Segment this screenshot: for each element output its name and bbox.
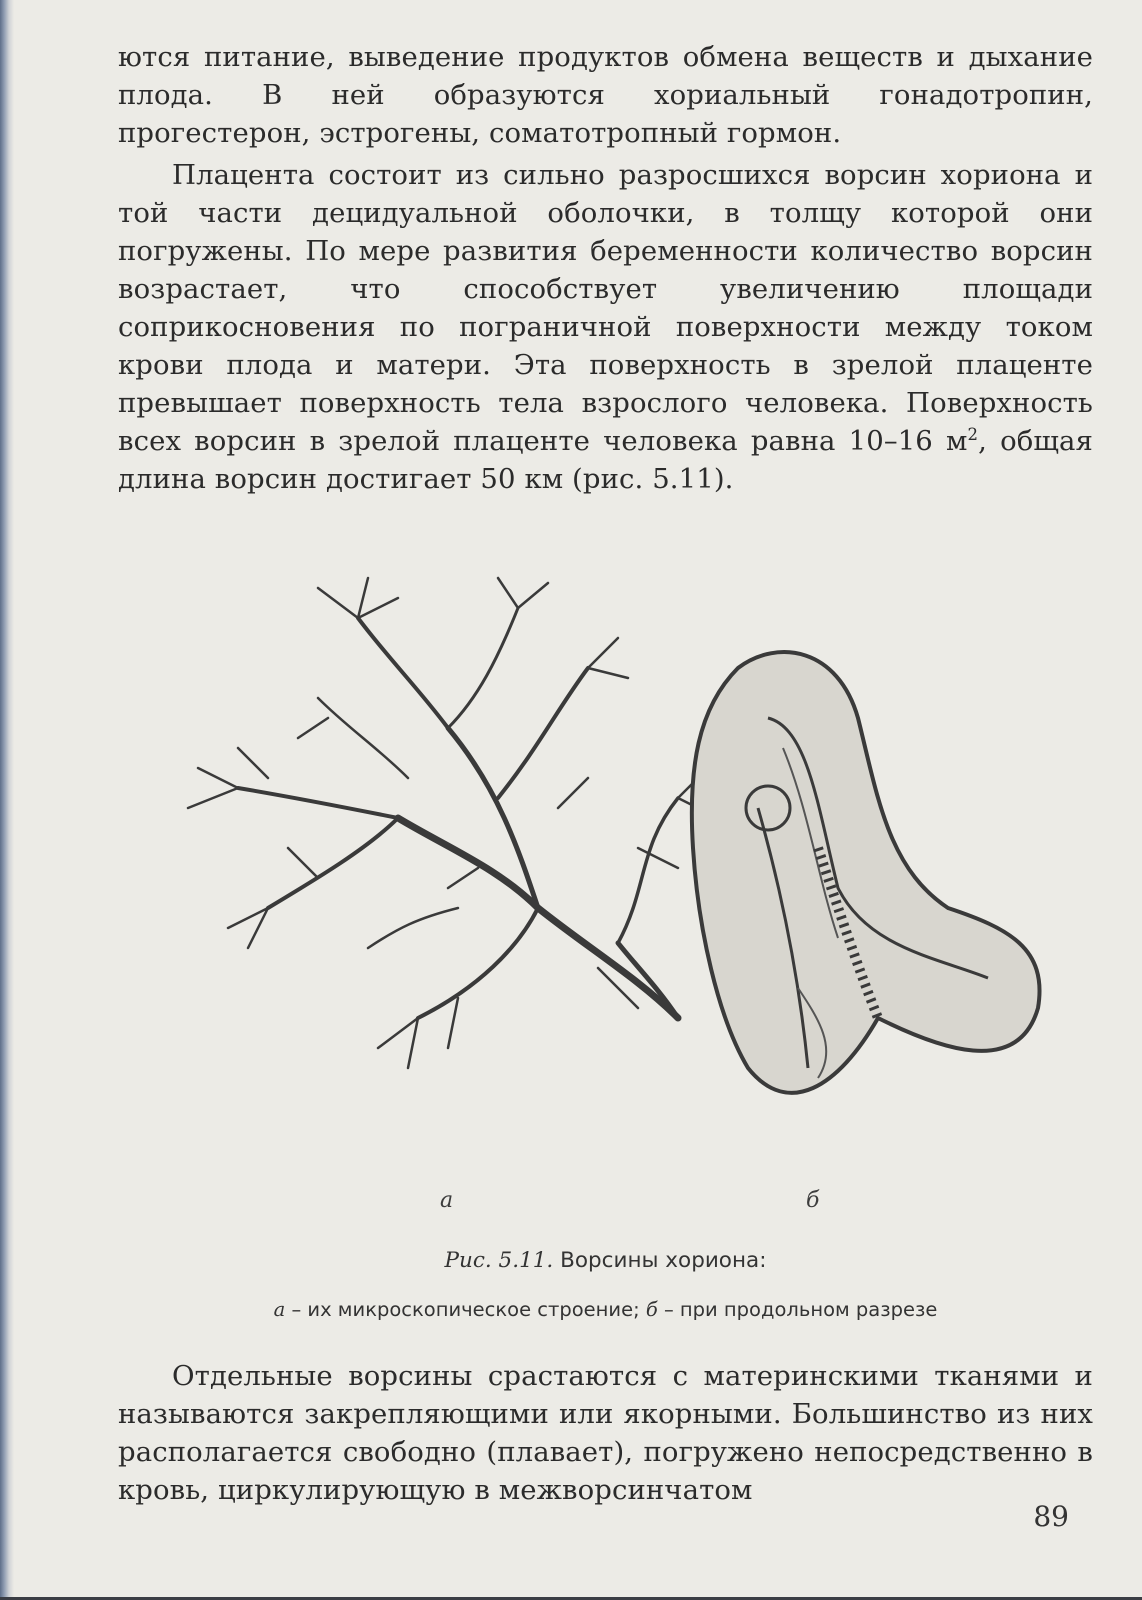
chorion-villi-illustration xyxy=(118,548,1093,1128)
paragraph-2-tail: , общая длина ворсин достигает 50 км (рис. 5.11). xyxy=(118,425,1094,495)
legend-key-a: а xyxy=(273,1298,286,1321)
paragraph-1: ются питание, выведение продуктов обмена веществ и дыхание плода. В ней образуются хориальный гонадотропин, прогестерон, эстрогены, соматотропный гормон. xyxy=(118,41,1093,149)
legend-key-b: б xyxy=(645,1298,658,1321)
figure-legend xyxy=(118,1298,1093,1321)
villus-section-drawing xyxy=(692,652,1040,1093)
figure-label-a: а xyxy=(440,1188,454,1213)
legend-text-b: – при продольном разрезе xyxy=(657,1298,938,1321)
paragraph-2-text: Плацента состоит из сильно разросшихся ворсин хориона и той части децидуальной оболочки, в толщу которой они погружены. По мере развития беременности количество ворсин возрастает, что способствует увеличению площади соприкосновения по пограничной поверхности между током крови плода и матери. Эта поверхность в зрелой плаценте превышает поверхность тела взрослого человека. Поверхность всех ворсин в зрелой плаценте человека равна 10–16 м xyxy=(118,159,1093,457)
legend-text-a: – их микроскопическое строение; xyxy=(285,1298,646,1321)
page-number: 89 xyxy=(1033,1500,1069,1533)
figure-caption-title: Ворсины хориона: xyxy=(553,1248,767,1273)
paragraph-2 xyxy=(118,156,1093,498)
superscript-2: 2 xyxy=(967,424,979,444)
figure-chorion-villi xyxy=(118,548,1093,1128)
figure-caption-ref: Рис. 5.11. xyxy=(444,1248,554,1273)
figure-label-b: б xyxy=(806,1188,820,1213)
villi-tree-drawing xyxy=(188,578,718,1068)
paragraph-3: Отдельные ворсины срастаются с материнскими тканями и называются закрепляющими или якорными. Большинство из них располагается свободно (плавает), погружено непосредственно в кровь, циркулирующую в межворсинчатом xyxy=(118,1360,1093,1506)
paragraph-3-wrapper xyxy=(118,1353,1093,1509)
book-spine-edge xyxy=(0,0,14,1600)
page-content xyxy=(118,38,1094,1506)
figure-caption xyxy=(118,1248,1093,1273)
